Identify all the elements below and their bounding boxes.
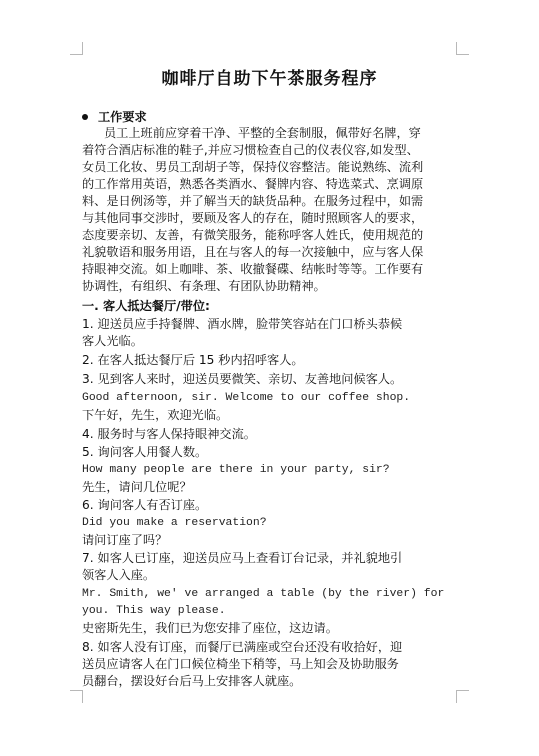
margin-corner-mark xyxy=(456,42,469,55)
list-item-line: 客人光临。 xyxy=(82,334,143,348)
chinese-phrase: 史密斯先生，我们已为您安排了座位，这边请。 xyxy=(82,621,338,635)
english-phrase: Mr. Smith, we' ve arranged a table (by the river) for xyxy=(82,588,445,600)
list-item-line: 7. 如客人已订座，迎送员应马上查看订台记录，并礼貌地引 xyxy=(82,551,403,565)
list-item-line: 6. 询问客人有否订座。 xyxy=(82,498,208,512)
section-heading-work-requirements: 工作要求 xyxy=(82,109,147,125)
paragraph-line: 女员工化妆、男员工刮胡子等，保持仪容整洁。能说熟练、流利 xyxy=(82,160,424,174)
paragraph-line: 礼貌敬语和服务用语，且在与客人的每一次接触中，应与客人保 xyxy=(82,245,424,259)
margin-corner-mark xyxy=(70,42,83,55)
paragraph-line: 协调性，有组织、有条理、有团队协助精神。 xyxy=(82,279,326,293)
list-item-line: 1. 迎送员应手持餐牌、酒水牌，脸带笑容站在门口桥头恭候 xyxy=(82,317,403,331)
list-item-line: 3. 见到客人来时，迎送员要微笑、亲切、友善地问候客人。 xyxy=(82,372,403,386)
paragraph-line: 持眼神交流。如上咖啡、茶、收撤餐碟、结帐时等等。工作要有 xyxy=(82,262,424,276)
list-item-line: 4. 服务时与客人保持眼神交流。 xyxy=(82,427,256,441)
english-phrase: Good afternoon, sir. Welcome to our coffee shop. xyxy=(82,392,411,404)
english-phrase: Did you make a reservation? xyxy=(82,517,267,529)
list-item-line: 8. 如客人没有订座，而餐厅已满座或空台还没有收拾好，迎 xyxy=(82,640,403,654)
document-title: 咖啡厅自助下午茶服务程序 xyxy=(161,69,378,89)
english-phrase: How many people are there in your party, sir? xyxy=(82,464,390,476)
margin-corner-mark xyxy=(70,690,83,703)
list-item-line: 员翻台，摆设好台后马上安排客人就座。 xyxy=(82,674,302,688)
paragraph-line: 的工作常用英语，熟悉各类酒水、餐牌内容、特选菜式、烹调原 xyxy=(82,177,424,191)
paragraph-line: 与其他同事交涉时，要顾及客人的存在，随时照顾客人的要求， xyxy=(82,211,424,225)
chinese-phrase: 请问订座了吗？ xyxy=(82,533,168,547)
list-item-line: 送员应请客人在门口候位椅坐下稍等，马上知会及协助服务 xyxy=(82,657,399,671)
bullet-icon xyxy=(82,114,88,120)
chinese-phrase: 下午好，先生，欢迎光临。 xyxy=(82,408,229,422)
margin-corner-mark xyxy=(456,690,469,703)
list-item-line: 2. 在客人抵达餐厅后 15 秒内招呼客人。 xyxy=(82,353,304,367)
section-heading-guest-arrival: 一. 客人抵达餐厅/带位: xyxy=(82,299,210,313)
paragraph-line: 料、是日例汤等，并了解当天的缺货品种。在服务过程中，如需 xyxy=(82,194,424,208)
paragraph-line: 态度要亲切、友善，有微笑服务，能称呼客人姓氏，使用规范的 xyxy=(82,228,424,242)
paragraph-line: 着符合酒店标准的鞋子,并应习惯检查自己的仪表仪容,如发型、 xyxy=(82,143,419,157)
chinese-phrase: 先生，请问几位呢？ xyxy=(82,480,192,494)
list-item-line: 领客人入座。 xyxy=(82,568,156,582)
paragraph-line: 员工上班前应穿着干净、平整的全套制服，佩带好名牌，穿 xyxy=(104,126,421,140)
english-phrase: you. This way please. xyxy=(82,605,226,617)
list-item-line: 5. 询问客人用餐人数。 xyxy=(82,445,208,459)
